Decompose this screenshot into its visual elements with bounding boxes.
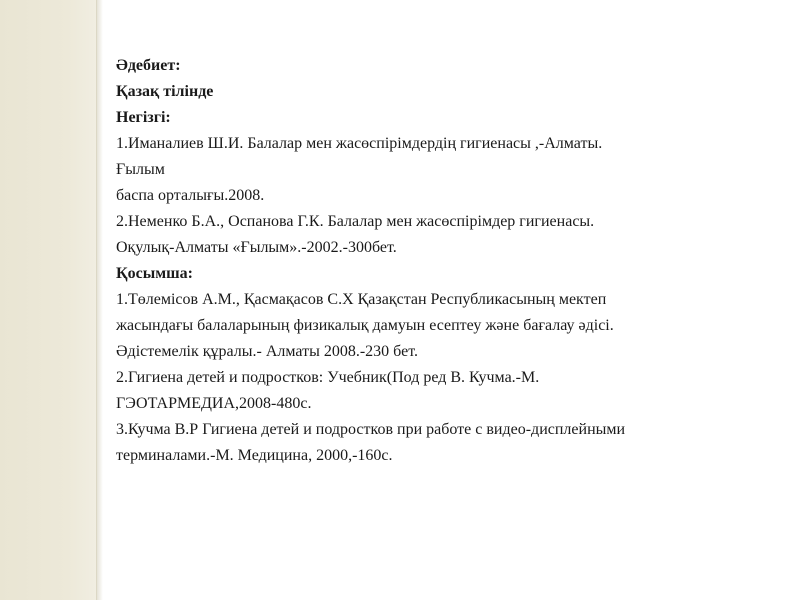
decorative-side-band <box>0 0 97 600</box>
reference-line: терминалами.-М. Медицина, 2000,-160с. <box>116 447 393 464</box>
heading-literature: Әдебиет: <box>116 57 181 74</box>
heading-kazakh-language: Қазақ тілінде <box>116 83 214 100</box>
reference-line: Әдістемелік құралы.- Алматы 2008.-230 бет. <box>116 343 418 360</box>
heading-additional-sources: Қосымша: <box>116 265 193 282</box>
reference-line: 2.Неменко Б.А., Оспанова Г.К. Балалар мен жасөспірімдер гигиенасы. <box>116 213 595 230</box>
heading-main-sources: Негізгі: <box>116 109 171 126</box>
side-band-shadow <box>96 0 103 600</box>
reference-line: 1.Иманалиев Ш.И. Балалар мен жасөспірімдердің гигиенасы ,-Алматы. <box>116 135 603 152</box>
reference-line: 3.Кучма В.Р Гигиена детей и подростков при работе с видео-дисплейными <box>116 421 626 438</box>
reference-line: баспа орталығы.2008. <box>116 187 265 204</box>
reference-line: 1.Төлемісов А.М., Қасмақасов С.Х Қазақстан Республикасының мектеп <box>116 291 607 308</box>
bibliography-text <box>116 53 786 469</box>
reference-line: ГЭОТАРМЕДИА,2008-480с. <box>116 395 312 412</box>
reference-line: жасындағы балаларының физикалық дамуын есептеу және бағалау әдісі. <box>116 317 614 334</box>
reference-line: Оқулық-Алматы «Ғылым».-2002.-300бет. <box>116 239 397 256</box>
reference-line: 2.Гигиена детей и подростков: Учебник(Под ред В. Кучма.-М. <box>116 369 540 386</box>
reference-line: Ғылым <box>116 161 165 178</box>
